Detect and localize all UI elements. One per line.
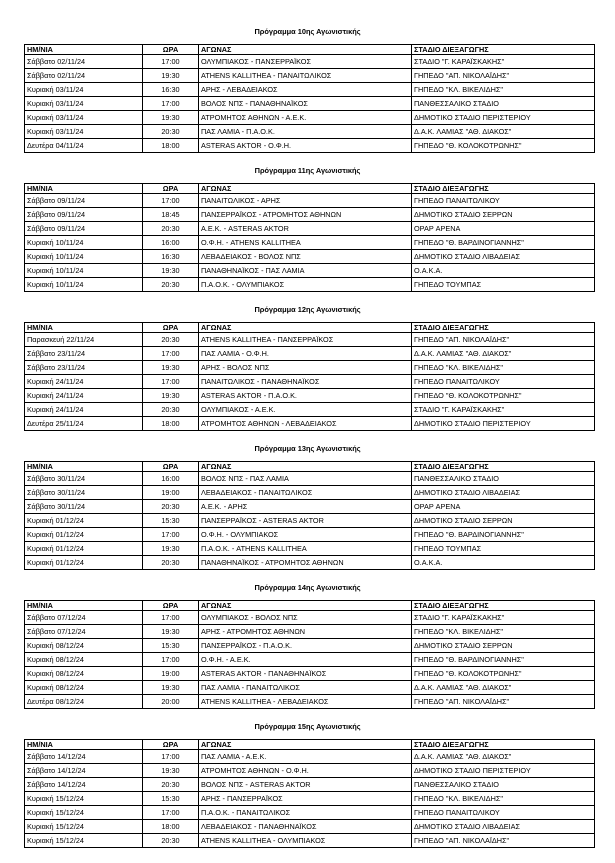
cell-stadium: ΣΤΑΔΙΟ "Γ. ΚΑΡΑΪΣΚΑΚΗΣ" — [412, 611, 595, 625]
cell-time: 19:30 — [143, 111, 199, 125]
cell-match: ΒΟΛΟΣ ΝΠΣ - ΠΑΣ ΛΑΜΙΑ — [199, 472, 412, 486]
table-row — [25, 514, 595, 528]
cell-date: Κυριακή 15/12/24 — [25, 834, 143, 848]
cell-stadium: OPAP ΑΡΕΝΑ — [412, 500, 595, 514]
cell-match: ΑΤΡΟΜΗΤΟΣ ΑΘΗΝΩΝ - Ο.Φ.Η. — [199, 764, 412, 778]
cell-time: 18:00 — [143, 417, 199, 431]
header-date: ΗΜ/ΝΙΑ — [25, 45, 143, 55]
cell-stadium: ΔΗΜΟΤΙΚΟ ΣΤΑΔΙΟ ΛΙΒΑΔΕΙΑΣ — [412, 250, 595, 264]
table-row — [25, 417, 595, 431]
cell-stadium: Δ.Α.Κ. ΛΑΜΙΑΣ "ΑΘ. ΔΙΑΚΟΣ" — [412, 125, 595, 139]
schedule-table — [24, 739, 595, 848]
header-stadium: ΣΤΑΔΙΟ ΔΙΕΞΑΓΩΓΗΣ — [412, 462, 595, 472]
header-stadium: ΣΤΑΔΙΟ ΔΙΕΞΑΓΩΓΗΣ — [412, 45, 595, 55]
cell-stadium: ΓΗΠΕΔΟ ΠΑΝΑΙΤΩΛΙΚΟΥ — [412, 375, 595, 389]
cell-date: Κυριακή 08/12/24 — [25, 653, 143, 667]
cell-match: ΠΑΣ ΛΑΜΙΑ - ΠΑΝΑΙΤΩΛΙΚΟΣ — [199, 681, 412, 695]
table-row — [25, 472, 595, 486]
cell-time: 17:00 — [143, 653, 199, 667]
cell-match: ΟΛΥΜΠΙΑΚΟΣ - ΠΑΝΣΕΡΡΑΪΚΟΣ — [199, 55, 412, 69]
cell-date: Κυριακή 24/11/24 — [25, 375, 143, 389]
table-row — [25, 111, 595, 125]
table-row — [25, 97, 595, 111]
cell-date: Κυριακή 03/11/24 — [25, 125, 143, 139]
schedule-table — [24, 322, 595, 431]
cell-stadium: ΔΗΜΟΤΙΚΟ ΣΤΑΔΙΟ ΣΕΡΡΩΝ — [412, 208, 595, 222]
table-row — [25, 806, 595, 820]
cell-date: Δευτέρα 25/11/24 — [25, 417, 143, 431]
cell-date: Κυριακή 08/12/24 — [25, 639, 143, 653]
cell-time: 17:00 — [143, 97, 199, 111]
cell-time: 20:30 — [143, 125, 199, 139]
cell-date: Σάββατο 30/11/24 — [25, 472, 143, 486]
cell-match: Π.Α.Ο.Κ. - ATHENS KALLITHEA — [199, 542, 412, 556]
cell-stadium: ΓΗΠΕΔΟ ΠΑΝΑΙΤΩΛΙΚΟΥ — [412, 806, 595, 820]
cell-stadium: ΓΗΠΕΔΟ "ΚΛ. ΒΙΚΕΛΙΔΗΣ" — [412, 792, 595, 806]
cell-date: Παρασκευή 22/11/24 — [25, 333, 143, 347]
cell-stadium: ΓΗΠΕΔΟ ΤΟΥΜΠΑΣ — [412, 278, 595, 292]
cell-match: ΠΑΝΑΘΗΝΑΪΚΟΣ - ΠΑΣ ΛΑΜΙΑ — [199, 264, 412, 278]
header-match: ΑΓΩΝΑΣ — [199, 323, 412, 333]
cell-match: ΟΛΥΜΠΙΑΚΟΣ - Α.Ε.Κ. — [199, 403, 412, 417]
cell-match: ATHENS KALLITHEA - ΟΛΥΜΠΙΑΚΟΣ — [199, 834, 412, 848]
schedule-table — [24, 461, 595, 570]
cell-match: Π.Α.Ο.Κ. - ΠΑΝΑΙΤΩΛΙΚΟΣ — [199, 806, 412, 820]
header-time: ΩΡΑ — [143, 601, 199, 611]
cell-date: Κυριακή 03/11/24 — [25, 111, 143, 125]
header-time: ΩΡΑ — [143, 45, 199, 55]
schedule-table — [24, 600, 595, 709]
header-time: ΩΡΑ — [143, 323, 199, 333]
cell-match: ΟΛΥΜΠΙΑΚΟΣ - ΒΟΛΟΣ ΝΠΣ — [199, 611, 412, 625]
cell-date: Κυριακή 10/11/24 — [25, 236, 143, 250]
cell-time: 17:00 — [143, 611, 199, 625]
header-stadium: ΣΤΑΔΙΟ ΔΙΕΞΑΓΩΓΗΣ — [412, 323, 595, 333]
cell-date: Σάββατο 14/12/24 — [25, 750, 143, 764]
table-row — [25, 333, 595, 347]
table-row — [25, 486, 595, 500]
cell-time: 17:00 — [143, 750, 199, 764]
cell-match: ΠΑΣ ΛΑΜΙΑ - Π.Α.Ο.Κ. — [199, 125, 412, 139]
table-row — [25, 208, 595, 222]
round-section — [0, 582, 615, 706]
cell-time: 19:30 — [143, 681, 199, 695]
table-header-row — [25, 184, 595, 194]
round-title: Πρόγραμμα 10ης Αγωνιστικής — [254, 27, 361, 36]
cell-date: Κυριακή 24/11/24 — [25, 403, 143, 417]
table-row — [25, 611, 595, 625]
cell-match: ΑΡΗΣ - ΛΕΒΑΔΕΙΑΚΟΣ — [199, 83, 412, 97]
cell-stadium: ΣΤΑΔΙΟ "Γ. ΚΑΡΑΪΣΚΑΚΗΣ" — [412, 55, 595, 69]
table-row — [25, 681, 595, 695]
cell-match: ATHENS KALLITHEA - ΛΕΒΑΔΕΙΑΚΟΣ — [199, 695, 412, 709]
cell-match: ΛΕΒΑΔΕΙΑΚΟΣ - ΠΑΝΑΘΗΝΑΪΚΟΣ — [199, 820, 412, 834]
cell-time: 16:30 — [143, 83, 199, 97]
table-row — [25, 347, 595, 361]
cell-stadium: ΣΤΑΔΙΟ "Γ. ΚΑΡΑΪΣΚΑΚΗΣ" — [412, 403, 595, 417]
cell-date: Σάββατο 30/11/24 — [25, 500, 143, 514]
cell-stadium: ΠΑΝΘΕΣΣΑΛΙΚΟ ΣΤΑΔΙΟ — [412, 778, 595, 792]
cell-date: Κυριακή 15/12/24 — [25, 806, 143, 820]
cell-stadium: ΓΗΠΕΔΟ "ΑΠ. ΝΙΚΟΛΑΪΔΗΣ" — [412, 69, 595, 83]
table-header-row — [25, 462, 595, 472]
round-title: Πρόγραμμα 12ης Αγωνιστικής — [254, 305, 361, 314]
cell-time: 18:00 — [143, 820, 199, 834]
cell-date: Κυριακή 08/12/24 — [25, 681, 143, 695]
cell-time: 19:30 — [143, 361, 199, 375]
cell-match: ΠΑΝΑΙΤΩΛΙΚΟΣ - ΑΡΗΣ — [199, 194, 412, 208]
cell-stadium: ΓΗΠΕΔΟ ΤΟΥΜΠΑΣ — [412, 542, 595, 556]
cell-match: ΛΕΒΑΔΕΙΑΚΟΣ - ΠΑΝΑΙΤΩΛΙΚΟΣ — [199, 486, 412, 500]
cell-match: ΠΑΝΣΕΡΡΑΪΚΟΣ - ASTERAS AKTOR — [199, 514, 412, 528]
table-row — [25, 403, 595, 417]
cell-date: Σάββατο 09/11/24 — [25, 208, 143, 222]
table-row — [25, 834, 595, 848]
cell-date: Κυριακή 15/12/24 — [25, 792, 143, 806]
cell-stadium: ΠΑΝΘΕΣΣΑΛΙΚΟ ΣΤΑΔΙΟ — [412, 472, 595, 486]
cell-time: 16:00 — [143, 472, 199, 486]
cell-time: 18:00 — [143, 139, 199, 153]
cell-time: 15:30 — [143, 514, 199, 528]
cell-date: Κυριακή 03/11/24 — [25, 83, 143, 97]
cell-date: Κυριακή 03/11/24 — [25, 97, 143, 111]
cell-date: Σάββατο 23/11/24 — [25, 361, 143, 375]
cell-stadium: ΔΗΜΟΤΙΚΟ ΣΤΑΔΙΟ ΣΕΡΡΩΝ — [412, 639, 595, 653]
cell-stadium: ΔΗΜΟΤΙΚΟ ΣΤΑΔΙΟ ΛΙΒΑΔΕΙΑΣ — [412, 486, 595, 500]
cell-match: ΑΤΡΟΜΗΤΟΣ ΑΘΗΝΩΝ - ΛΕΒΑΔΕΙΑΚΟΣ — [199, 417, 412, 431]
cell-date: Κυριακή 01/12/24 — [25, 528, 143, 542]
cell-time: 18:45 — [143, 208, 199, 222]
cell-stadium: ΓΗΠΕΔΟ "Θ. ΒΑΡΔΙΝΟΓΙΑΝΝΗΣ" — [412, 528, 595, 542]
table-row — [25, 528, 595, 542]
cell-time: 17:00 — [143, 194, 199, 208]
cell-stadium: ΓΗΠΕΔΟ "ΚΛ. ΒΙΚΕΛΙΔΗΣ" — [412, 361, 595, 375]
cell-time: 19:00 — [143, 486, 199, 500]
cell-match: Ο.Φ.Η. - Α.Ε.Κ. — [199, 653, 412, 667]
cell-match: ΒΟΛΟΣ ΝΠΣ - ΠΑΝΑΘΗΝΑΪΚΟΣ — [199, 97, 412, 111]
cell-stadium: ΓΗΠΕΔΟ "ΚΛ. ΒΙΚΕΛΙΔΗΣ" — [412, 83, 595, 97]
cell-match: ASTERAS AKTOR - Ο.Φ.Η. — [199, 139, 412, 153]
cell-date: Σάββατο 09/11/24 — [25, 222, 143, 236]
cell-time: 15:30 — [143, 639, 199, 653]
cell-match: ΛΕΒΑΔΕΙΑΚΟΣ - ΒΟΛΟΣ ΝΠΣ — [199, 250, 412, 264]
table-header-row — [25, 323, 595, 333]
cell-date: Κυριακή 15/12/24 — [25, 820, 143, 834]
table-header-row — [25, 601, 595, 611]
table-row — [25, 695, 595, 709]
cell-match: ΠΑΝΣΕΡΡΑΪΚΟΣ - ΑΤΡΟΜΗΤΟΣ ΑΘΗΝΩΝ — [199, 208, 412, 222]
cell-time: 17:00 — [143, 806, 199, 820]
cell-stadium: ΔΗΜΟΤΙΚΟ ΣΤΑΔΙΟ ΠΕΡΙΣΤΕΡΙΟΥ — [412, 764, 595, 778]
cell-match: ΑΡΗΣ - ΑΤΡΟΜΗΤΟΣ ΑΘΗΝΩΝ — [199, 625, 412, 639]
cell-date: Σάββατο 14/12/24 — [25, 764, 143, 778]
cell-time: 20:30 — [143, 278, 199, 292]
cell-time: 20:30 — [143, 834, 199, 848]
round-title: Πρόγραμμα 14ης Αγωνιστικής — [254, 583, 361, 592]
cell-time: 17:00 — [143, 375, 199, 389]
cell-time: 17:00 — [143, 528, 199, 542]
table-row — [25, 55, 595, 69]
cell-match: ΑΡΗΣ - ΒΟΛΟΣ ΝΠΣ — [199, 361, 412, 375]
table-row — [25, 278, 595, 292]
cell-time: 17:00 — [143, 347, 199, 361]
header-match: ΑΓΩΝΑΣ — [199, 184, 412, 194]
cell-date: Κυριακή 01/12/24 — [25, 556, 143, 570]
round-section — [0, 443, 615, 567]
table-row — [25, 125, 595, 139]
cell-stadium: ΓΗΠΕΔΟ "ΚΛ. ΒΙΚΕΛΙΔΗΣ" — [412, 625, 595, 639]
cell-stadium: ΓΗΠΕΔΟ "ΑΠ. ΝΙΚΟΛΑΪΔΗΣ" — [412, 333, 595, 347]
header-date: ΗΜ/ΝΙΑ — [25, 740, 143, 750]
cell-time: 20:30 — [143, 222, 199, 236]
cell-stadium: ΔΗΜΟΤΙΚΟ ΣΤΑΔΙΟ ΠΕΡΙΣΤΕΡΙΟΥ — [412, 111, 595, 125]
cell-date: Κυριακή 08/12/24 — [25, 667, 143, 681]
cell-stadium: Δ.Α.Κ. ΛΑΜΙΑΣ "ΑΘ. ΔΙΑΚΟΣ" — [412, 681, 595, 695]
table-row — [25, 625, 595, 639]
cell-time: 15:30 — [143, 792, 199, 806]
header-time: ΩΡΑ — [143, 462, 199, 472]
cell-time: 19:30 — [143, 389, 199, 403]
cell-date: Κυριακή 10/11/24 — [25, 278, 143, 292]
cell-time: 16:00 — [143, 236, 199, 250]
cell-match: ΑΡΗΣ - ΠΑΝΣΕΡΡΑΪΚΟΣ — [199, 792, 412, 806]
header-match: ΑΓΩΝΑΣ — [199, 601, 412, 611]
cell-match: Α.Ε.Κ. - ΑΡΗΣ — [199, 500, 412, 514]
cell-date: Σάββατο 14/12/24 — [25, 778, 143, 792]
cell-match: ΠΑΝΣΕΡΡΑΪΚΟΣ - Π.Α.Ο.Κ. — [199, 639, 412, 653]
cell-date: Σάββατο 02/11/24 — [25, 69, 143, 83]
cell-stadium: ΓΗΠΕΔΟ ΠΑΝΑΙΤΩΛΙΚΟΥ — [412, 194, 595, 208]
cell-match: Π.Α.Ο.Κ. - ΟΛΥΜΠΙΑΚΟΣ — [199, 278, 412, 292]
header-stadium: ΣΤΑΔΙΟ ΔΙΕΞΑΓΩΓΗΣ — [412, 601, 595, 611]
cell-stadium: OPAP ΑΡΕΝΑ — [412, 222, 595, 236]
header-match: ΑΓΩΝΑΣ — [199, 740, 412, 750]
header-match: ΑΓΩΝΑΣ — [199, 462, 412, 472]
cell-date: Δευτέρα 04/11/24 — [25, 139, 143, 153]
cell-date: Σάββατο 23/11/24 — [25, 347, 143, 361]
header-time: ΩΡΑ — [143, 740, 199, 750]
cell-stadium: ΔΗΜΟΤΙΚΟ ΣΤΑΔΙΟ ΣΕΡΡΩΝ — [412, 514, 595, 528]
cell-match: Α.Ε.Κ. - ASTERAS AKTOR — [199, 222, 412, 236]
cell-stadium: Δ.Α.Κ. ΛΑΜΙΑΣ "ΑΘ. ΔΙΑΚΟΣ" — [412, 750, 595, 764]
cell-date: Σάββατο 09/11/24 — [25, 194, 143, 208]
cell-time: 19:30 — [143, 625, 199, 639]
table-row — [25, 194, 595, 208]
cell-date: Σάββατο 07/12/24 — [25, 611, 143, 625]
table-row — [25, 361, 595, 375]
cell-date: Σάββατο 02/11/24 — [25, 55, 143, 69]
cell-date: Κυριακή 24/11/24 — [25, 389, 143, 403]
cell-time: 19:30 — [143, 264, 199, 278]
cell-match: ΠΑΣ ΛΑΜΙΑ - Α.Ε.Κ. — [199, 750, 412, 764]
cell-time: 19:00 — [143, 667, 199, 681]
cell-stadium: ΓΗΠΕΔΟ "Θ. ΒΑΡΔΙΝΟΓΙΑΝΝΗΣ" — [412, 653, 595, 667]
table-row — [25, 750, 595, 764]
schedule-table — [24, 44, 595, 153]
table-header-row — [25, 740, 595, 750]
cell-time: 19:30 — [143, 764, 199, 778]
cell-match: ATHENS KALLITHEA - ΠΑΝΣΕΡΡΑΪΚΟΣ — [199, 333, 412, 347]
cell-date: Σάββατο 07/12/24 — [25, 625, 143, 639]
cell-stadium: ΓΗΠΕΔΟ "Θ. ΒΑΡΔΙΝΟΓΙΑΝΝΗΣ" — [412, 236, 595, 250]
round-title: Πρόγραμμα 15ης Αγωνιστικής — [254, 722, 361, 731]
cell-date: Κυριακή 10/11/24 — [25, 264, 143, 278]
table-row — [25, 222, 595, 236]
header-match: ΑΓΩΝΑΣ — [199, 45, 412, 55]
cell-match: Ο.Φ.Η. - ΟΛΥΜΠΙΑΚΟΣ — [199, 528, 412, 542]
table-row — [25, 375, 595, 389]
cell-time: 20:30 — [143, 333, 199, 347]
cell-match: ΠΑΝΑΙΤΩΛΙΚΟΣ - ΠΑΝΑΘΗΝΑΪΚΟΣ — [199, 375, 412, 389]
cell-stadium: ΔΗΜΟΤΙΚΟ ΣΤΑΔΙΟ ΠΕΡΙΣΤΕΡΙΟΥ — [412, 417, 595, 431]
cell-time: 16:30 — [143, 250, 199, 264]
cell-match: ΑΤΡΟΜΗΤΟΣ ΑΘΗΝΩΝ - Α.Ε.Κ. — [199, 111, 412, 125]
cell-match: ASTERAS AKTOR - ΠΑΝΑΘΗΝΑΪΚΟΣ — [199, 667, 412, 681]
header-date: ΗΜ/ΝΙΑ — [25, 462, 143, 472]
cell-match: Ο.Φ.Η. - ATHENS KALLITHEA — [199, 236, 412, 250]
header-stadium: ΣΤΑΔΙΟ ΔΙΕΞΑΓΩΓΗΣ — [412, 184, 595, 194]
header-date: ΗΜ/ΝΙΑ — [25, 323, 143, 333]
round-section — [0, 304, 615, 428]
table-row — [25, 667, 595, 681]
header-time: ΩΡΑ — [143, 184, 199, 194]
table-row — [25, 236, 595, 250]
cell-time: 20:30 — [143, 500, 199, 514]
cell-match: ΠΑΝΑΘΗΝΑΪΚΟΣ - ΑΤΡΟΜΗΤΟΣ ΑΘΗΝΩΝ — [199, 556, 412, 570]
table-row — [25, 500, 595, 514]
cell-time: 20:30 — [143, 403, 199, 417]
cell-stadium: ΓΗΠΕΔΟ "Θ. ΚΟΛΟΚΟΤΡΩΝΗΣ" — [412, 667, 595, 681]
cell-time: 17:00 — [143, 55, 199, 69]
header-date: ΗΜ/ΝΙΑ — [25, 601, 143, 611]
table-row — [25, 778, 595, 792]
cell-stadium: ΓΗΠΕΔΟ "Θ. ΚΟΛΟΚΟΤΡΩΝΗΣ" — [412, 139, 595, 153]
cell-stadium: Ο.Α.Κ.Α. — [412, 264, 595, 278]
cell-match: ΠΑΣ ΛΑΜΙΑ - Ο.Φ.Η. — [199, 347, 412, 361]
round-title: Πρόγραμμα 11ης Αγωνιστικής — [254, 166, 361, 175]
schedule-table — [24, 183, 595, 292]
header-stadium: ΣΤΑΔΙΟ ΔΙΕΞΑΓΩΓΗΣ — [412, 740, 595, 750]
table-header-row — [25, 45, 595, 55]
table-row — [25, 764, 595, 778]
cell-match: ATHENS KALLITHEA - ΠΑΝΑΙΤΩΛΙΚΟΣ — [199, 69, 412, 83]
cell-stadium: ΓΗΠΕΔΟ "Θ. ΚΟΛΟΚΟΤΡΩΝΗΣ" — [412, 389, 595, 403]
cell-time: 19:30 — [143, 542, 199, 556]
table-row — [25, 389, 595, 403]
cell-stadium: Δ.Α.Κ. ΛΑΜΙΑΣ "ΑΘ. ΔΙΑΚΟΣ" — [412, 347, 595, 361]
cell-date: Σάββατο 30/11/24 — [25, 486, 143, 500]
table-row — [25, 83, 595, 97]
cell-time: 20:30 — [143, 778, 199, 792]
header-date: ΗΜ/ΝΙΑ — [25, 184, 143, 194]
table-row — [25, 820, 595, 834]
cell-stadium: ΓΗΠΕΔΟ "ΑΠ. ΝΙΚΟΛΑΪΔΗΣ" — [412, 834, 595, 848]
table-row — [25, 139, 595, 153]
cell-match: ΒΟΛΟΣ ΝΠΣ - ASTERAS AKTOR — [199, 778, 412, 792]
table-row — [25, 542, 595, 556]
cell-match: ASTERAS AKTOR - Π.Α.Ο.Κ. — [199, 389, 412, 403]
cell-date: Δευτέρα 08/12/24 — [25, 695, 143, 709]
table-row — [25, 792, 595, 806]
cell-date: Κυριακή 10/11/24 — [25, 250, 143, 264]
table-row — [25, 639, 595, 653]
table-row — [25, 264, 595, 278]
cell-stadium: ΓΗΠΕΔΟ "ΑΠ. ΝΙΚΟΛΑΪΔΗΣ" — [412, 695, 595, 709]
cell-stadium: ΔΗΜΟΤΙΚΟ ΣΤΑΔΙΟ ΛΙΒΑΔΕΙΑΣ — [412, 820, 595, 834]
table-row — [25, 250, 595, 264]
round-section — [0, 26, 615, 150]
round-title: Πρόγραμμα 13ης Αγωνιστικής — [254, 444, 361, 453]
table-row — [25, 556, 595, 570]
cell-time: 20:00 — [143, 695, 199, 709]
table-row — [25, 69, 595, 83]
cell-time: 20:30 — [143, 556, 199, 570]
table-row — [25, 653, 595, 667]
round-section — [0, 165, 615, 289]
cell-date: Κυριακή 01/12/24 — [25, 514, 143, 528]
cell-stadium: Ο.Α.Κ.Α. — [412, 556, 595, 570]
round-section — [0, 721, 615, 845]
cell-date: Κυριακή 01/12/24 — [25, 542, 143, 556]
cell-stadium: ΠΑΝΘΕΣΣΑΛΙΚΟ ΣΤΑΔΙΟ — [412, 97, 595, 111]
cell-time: 19:30 — [143, 69, 199, 83]
